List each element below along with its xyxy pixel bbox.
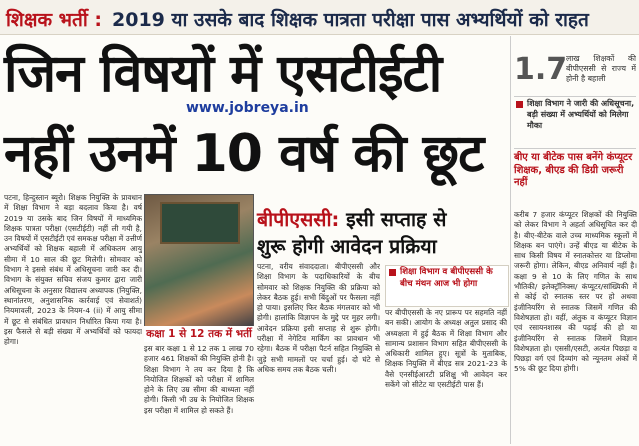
article-column-3: पटना, वरीय संवाददाता। बीपीएससी और शिक्षा विभाग के पदाधिकारियों के बीच सोमवार को शिक्षक नियुक्ति की प्रक्रिया को लेकर बैठक हुई। सभी बिंदुओं पर फैसला नहीं हो पाया। इसलिए फिर बैठक मंगलवार को भी होगी। हालांकि विज्ञापन के मुद्दे पर मुहर लगी। आवेदन प्रक्रिया इसी सप्ताह से शुरू होगी। परीक्षा में नेगेटिव मार्किंग का प्रावधान भी रहेगा। बैठक में परीक्षा पैटर्न सहित नियुक्ति से जुड़े सभी मामलों पर चर्चा हुई। दो घंटे से अधिक समय तक बैठक चली। bbox=[257, 262, 380, 374]
subhead-label: शिक्षा विभाग व बीपीएससी के बीच मंथन आज भी होगा bbox=[400, 267, 493, 289]
watermark: www.jobreya.in bbox=[186, 100, 309, 116]
blackboard-shape bbox=[160, 202, 240, 244]
strip-headline: 2019 या उसके बाद शिक्षक पात्रता परीक्षा पास अभ्यर्थियों को राहत bbox=[112, 9, 589, 31]
photo-caption: कक्षा 1 से 12 तक में भर्ती bbox=[144, 326, 254, 342]
big-number: 1.7 bbox=[514, 52, 568, 87]
note-bullet-icon bbox=[516, 101, 523, 108]
right-headline: बीए या बीटेक पास बनेंगे कंप्यूटर शिक्षक, बीएड की डिग्री जरूरी नहीं bbox=[514, 152, 633, 188]
divider bbox=[514, 96, 636, 97]
divider bbox=[514, 148, 636, 149]
right-note: शिक्षा विभाग ने जारी की अधिसूचना, बड़ी संख्या में अभ्यर्थियों को मिलेगा मौका bbox=[527, 99, 635, 130]
article-column-4: पर बीपीएससी के नए प्रारूप पर सहमति नहीं बन सकी। आयोग के अध्यक्ष अतुल प्रसाद की अध्यक्षता में हुई बैठक में शिक्षा विभाग और सामान्य प्रशासन विभाग सहित बीपीएससी के अधिकारी शामिल हुए। सूत्रों के मुताबिक, शिक्षक नियुक्ति में बीएड सत्र 2021-23 के वैसे एनसीईआरटी प्रशिक्षु भी आवेदन कर सकेंगे जो सीटेट या एसटीईटी पास हैं। bbox=[385, 308, 507, 390]
bpsc-kicker: बीपीएससी: bbox=[257, 208, 340, 231]
article-column-2: इस बार कक्षा 1 से 12 तक 1 लाख 70 हजार 461 शिक्षकों की नियुक्ति होनी है। शिक्षा विभाग ने तय कर दिया है कि नियोजित शिक्षकों को परीक्षा में शामिल होने के लिए उम्र सीमा की बाध्यता नहीं होगी। किसी भी उम्र के नियोजित शिक्षक इस परीक्षा में शामिल हो सकते हैं। bbox=[144, 344, 254, 415]
article-column-1: पटना, हिन्दुस्तान ब्यूरो। शिक्षक नियुक्ति के प्रावधान में शिक्षा विभाग ने बड़ा बदलाव किया है। वर्ष 2019 या उसके बाद जिन विषयों में माध्यमिक शिक्षक पात्रता परीक्षा (एसटीईटी) नहीं ली गयी है, उन विषयों में एसटीईटी एवं समकक्ष परीक्षा में उत्तीर्ण अभ्यर्थियों को शिक्षक बहाली में अधिकतम आयु सीमा में 10 साल की छूट मिलेगी। सोमवार को विभाग ने इससे संबंध में अधिसूचना जारी कर दी। विभाग के संयुक्त सचिव संजय कुमार द्वारा जारी अधिसूचना के अनुसार विद्यालय अध्यापक (नियुक्ति, स्थानांतरण, अनुशासनिक कार्रवाई एवं सेवाशर्त) नियमावली, 2023 के नियम-4 (ii) में आयु सीमा में छूट से संबंधित प्रावधान निर्धारित किया गया है। इस फैसले से बड़ी संख्या में अभ्यर्थियों को फायदा होगा। bbox=[4, 193, 142, 347]
right-article-body: करीब 7 हजार कंप्यूटर शिक्षकों की नियुक्ति को लेकर विभाग ने अहर्ता अधिसूचित कर दी है। बीए-बीटेक वाले उच्च माध्यमिक स्कूलों में शिक्षक बन पाएंगे। उन्हें बीएड या बीटेक के साथ किसी विषय में स्नातकोत्तर या डिप्लोमा जरूरी होगा। लेकिन, बीएड अनिवार्य नहीं है। कक्षा 9 से 10 के लिए गणित के साथ भौतिकी/ इलेक्ट्रॉनिक्स/ कंप्यूटर/सांख्यिकी में से कोई दो स्नातक स्तर पर हो अथवा इंजीनियरिंग से स्नातक जिसमें गणित की विशेषज्ञता हो। वहीं, अंतुक व कंप्यूटर विज्ञान एवं रसायनशास्त्र की पढ़ाई की हो या इंजीनियरिंग से स्नातक जिसमें विज्ञान विशेषज्ञता हो। एससी/एसटी, अत्यंत पिछड़ा व पिछड़ा वर्ग एवं दिव्यांग को न्यूनतम अंकों में 5% की छूट दिया होगी। bbox=[514, 210, 637, 374]
big-number-note: लाख शिक्षकों की बीपीएससी से राज्य में होनी है बहाली bbox=[566, 54, 636, 84]
bpsc-headline-a: इसी सप्ताह से bbox=[346, 208, 447, 231]
section-kicker: शिक्षक भर्ती : bbox=[6, 9, 102, 31]
main-headline-line1: जिन विषयों में एसटीईटी bbox=[4, 44, 442, 104]
bpsc-headline-b: शुरू होगी आवेदन प्रक्रिया bbox=[257, 235, 437, 258]
bpsc-headline bbox=[257, 206, 505, 260]
main-headline-line2: नहीं उनमें 10 वर्ष की छूट bbox=[4, 124, 484, 184]
subhead-bullet-icon bbox=[389, 269, 396, 276]
